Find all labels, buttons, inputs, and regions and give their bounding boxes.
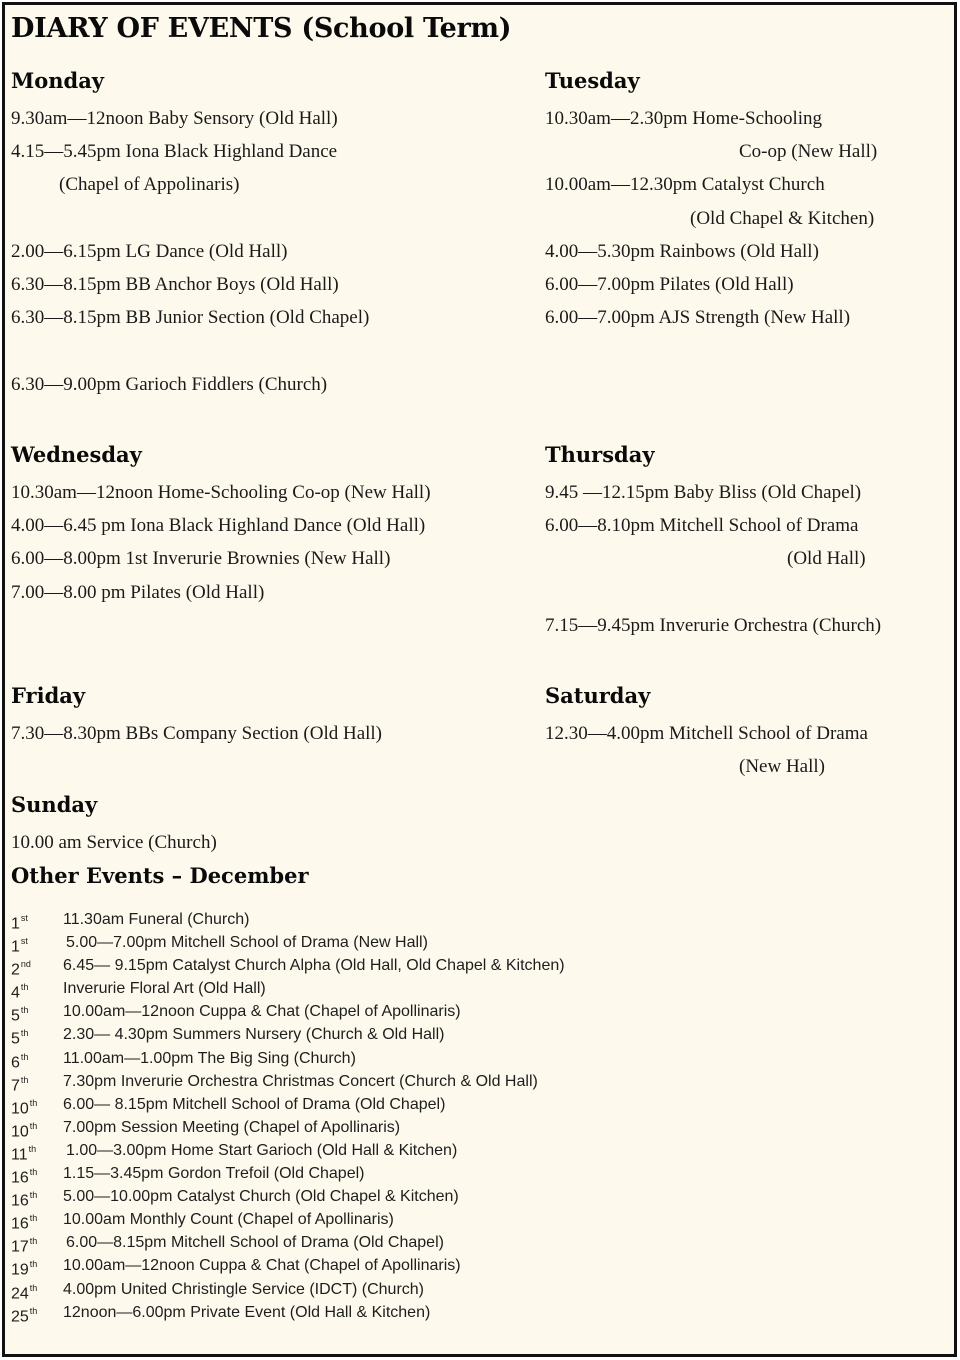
event-line: 4.15—5.45pm Iona Black Highland Dance bbox=[11, 141, 338, 163]
day-section-friday bbox=[11, 681, 431, 750]
date-suffix: st bbox=[20, 913, 28, 923]
event-date bbox=[11, 1301, 59, 1328]
date-suffix: th bbox=[29, 1305, 38, 1316]
date-suffix: th bbox=[28, 1143, 37, 1154]
day-heading-sunday: Sunday bbox=[11, 792, 98, 817]
event-description: 4.00pm United Christingle Service (IDCT) (Church) bbox=[63, 1280, 424, 1298]
event-line: 6.30—8.15pm BB Junior Section (Old Chapel) bbox=[11, 307, 370, 329]
event-description: 1.15—3.45pm Gordon Trefoil (Old Chapel) bbox=[63, 1165, 365, 1183]
list-item bbox=[11, 1093, 711, 1116]
date-suffix: th bbox=[29, 1282, 38, 1293]
list-item bbox=[11, 1208, 711, 1231]
event-line: 4.00—6.45 pm Iona Black Highland Dance (Old Hall) bbox=[11, 515, 426, 537]
date-suffix: th bbox=[20, 1028, 29, 1039]
event-description: 6.45— 9.15pm Catalyst Church Alpha (Old Hall, Old Chapel & Kitchen) bbox=[63, 957, 565, 975]
event-description: 1.00—3.00pm Home Start Garioch (Old Hall & Kitchen) bbox=[66, 1141, 458, 1159]
day-section-sunday bbox=[11, 790, 431, 859]
date-suffix: th bbox=[29, 1120, 38, 1131]
event-description: 5.00—7.00pm Mitchell School of Drama (New Hall) bbox=[66, 934, 428, 952]
day-section-wednesday bbox=[11, 440, 431, 609]
event-line: 6.00—8.10pm Mitchell School of Drama bbox=[545, 515, 859, 537]
event-line: 4.00—5.30pm Rainbows (Old Hall) bbox=[545, 240, 819, 262]
event-description: 7.00pm Session Meeting (Chapel of Apollinaris) bbox=[63, 1118, 401, 1136]
event-line: 10.00am—12.30pm Catalyst Church bbox=[545, 174, 825, 196]
date-suffix: th bbox=[20, 1051, 29, 1062]
list-item bbox=[11, 1070, 711, 1093]
day-section-tuesday bbox=[545, 66, 960, 334]
list-item bbox=[11, 1162, 711, 1185]
date-day: 16 bbox=[11, 1215, 29, 1233]
date-suffix: st bbox=[20, 936, 28, 947]
event-description: 5.00—10.00pm Catalyst Church (Old Chapel & Kitchen) bbox=[63, 1188, 459, 1206]
blank-line bbox=[11, 334, 431, 367]
date-day: 16 bbox=[11, 1192, 29, 1210]
list-item bbox=[11, 1231, 711, 1254]
date-day: 5 bbox=[11, 1007, 20, 1025]
event-line: 12.30—4.00pm Mitchell School of Drama bbox=[545, 723, 868, 744]
day-heading-thursday: Thursday bbox=[545, 442, 655, 467]
date-suffix: th bbox=[29, 1259, 38, 1270]
day-section-saturday bbox=[545, 681, 960, 783]
blank-line bbox=[545, 576, 960, 609]
event-description: 11.30am Funeral (Church) bbox=[63, 911, 250, 928]
date-suffix: th bbox=[20, 1074, 29, 1085]
event-line: 7.15—9.45pm Inverurie Orchestra (Church) bbox=[545, 614, 882, 636]
event-description: Inverurie Floral Art (Old Hall) bbox=[63, 980, 266, 998]
event-line: 9.30am—12noon Baby Sensory (Old Hall) bbox=[11, 108, 338, 129]
date-suffix: th bbox=[29, 1213, 38, 1224]
event-description: 10.00am Monthly Count (Chapel of Apollinaris) bbox=[63, 1211, 394, 1229]
list-item bbox=[11, 1185, 711, 1208]
list-item bbox=[11, 931, 711, 954]
list-item bbox=[11, 1278, 711, 1301]
event-line: 10.30am—12noon Home-Schooling Co-op (New Hall) bbox=[11, 482, 431, 503]
event-description: 7.30pm Inverurie Orchestra Christmas Concert (Church & Old Hall) bbox=[63, 1072, 538, 1090]
date-day: 1 bbox=[11, 938, 20, 956]
date-day: 19 bbox=[11, 1261, 29, 1279]
list-item bbox=[11, 1047, 711, 1070]
day-section-thursday bbox=[545, 440, 960, 642]
event-line: 6.00—7.00pm Pilates (Old Hall) bbox=[545, 273, 794, 295]
event-line: 6.30—8.15pm BB Anchor Boys (Old Hall) bbox=[11, 273, 339, 295]
day-heading-tuesday: Tuesday bbox=[545, 68, 640, 93]
december-events-list bbox=[11, 908, 711, 1324]
event-description: 10.00am—12noon Cuppa & Chat (Chapel of Apollinaris) bbox=[63, 1003, 461, 1021]
event-line-continuation: Co-op (New Hall) bbox=[739, 141, 878, 163]
date-day: 25 bbox=[11, 1307, 29, 1325]
event-line: 6.00—7.00pm AJS Strength (New Hall) bbox=[545, 307, 851, 329]
date-day: 1 bbox=[11, 915, 20, 933]
date-suffix: th bbox=[20, 1005, 29, 1016]
date-suffix: th bbox=[29, 1190, 38, 1201]
date-suffix: th bbox=[20, 982, 29, 993]
event-line-continuation: (Old Chapel & Kitchen) bbox=[690, 207, 875, 229]
list-item bbox=[11, 1301, 711, 1324]
event-line: 9.45 —12.15pm Baby Bliss (Old Chapel) bbox=[545, 482, 862, 503]
event-line: 10.00 am Service (Church) bbox=[11, 832, 217, 853]
page-title: DIARY OF EVENTS (School Term) bbox=[11, 13, 512, 44]
date-suffix: th bbox=[29, 1236, 38, 1247]
date-suffix: th bbox=[29, 1167, 38, 1178]
date-day: 11 bbox=[11, 1146, 28, 1164]
event-line-continuation: (Chapel of Appolinaris) bbox=[59, 174, 240, 196]
date-suffix: th bbox=[29, 1097, 38, 1108]
list-item bbox=[11, 1139, 711, 1162]
event-line: 6.30—9.00pm Garioch Fiddlers (Church) bbox=[11, 373, 328, 395]
list-item bbox=[11, 1000, 711, 1023]
event-line: 7.00—8.00 pm Pilates (Old Hall) bbox=[11, 581, 265, 603]
date-day: 10 bbox=[11, 1100, 29, 1118]
event-description: 2.30— 4.30pm Summers Nursery (Church & Old Hall) bbox=[63, 1026, 445, 1044]
date-day: 24 bbox=[11, 1284, 29, 1302]
date-day: 17 bbox=[11, 1238, 29, 1256]
event-description: 12noon—6.00pm Private Event (Old Hall & Kitchen) bbox=[63, 1303, 431, 1321]
list-item bbox=[11, 908, 711, 931]
date-day: 5 bbox=[11, 1030, 20, 1048]
list-item bbox=[11, 954, 711, 977]
event-line-continuation: (New Hall) bbox=[739, 756, 825, 778]
event-line: 6.00—8.00pm 1st Inverurie Brownies (New Hall) bbox=[11, 548, 391, 570]
date-suffix: nd bbox=[20, 959, 31, 970]
date-day: 7 bbox=[11, 1076, 20, 1094]
list-item bbox=[11, 1116, 711, 1139]
date-day: 16 bbox=[11, 1169, 29, 1187]
date-day: 2 bbox=[11, 961, 20, 979]
event-description: 10.00am—12noon Cuppa & Chat (Chapel of Apollinaris) bbox=[63, 1257, 461, 1275]
event-description: 11.00am—1.00pm The Big Sing (Church) bbox=[63, 1049, 356, 1067]
other-events-heading: Other Events – December bbox=[11, 863, 309, 888]
day-heading-monday: Monday bbox=[11, 68, 105, 93]
diary-page bbox=[2, 2, 957, 1357]
list-item bbox=[11, 977, 711, 1000]
event-line-continuation: (Old Hall) bbox=[787, 548, 866, 570]
list-item bbox=[11, 1254, 711, 1277]
event-description: 6.00—8.15pm Mitchell School of Drama (Old Chapel) bbox=[66, 1234, 444, 1252]
blank-line bbox=[11, 202, 431, 235]
event-line: 10.30am—2.30pm Home-Schooling bbox=[545, 108, 823, 129]
day-heading-wednesday: Wednesday bbox=[11, 442, 142, 467]
list-item bbox=[11, 1023, 711, 1046]
event-description: 6.00— 8.15pm Mitchell School of Drama (Old Chapel) bbox=[63, 1095, 446, 1113]
date-day: 10 bbox=[11, 1123, 29, 1141]
day-heading-friday: Friday bbox=[11, 683, 86, 708]
day-heading-saturday: Saturday bbox=[545, 683, 651, 708]
date-day: 4 bbox=[11, 984, 20, 1002]
event-line: 2.00—6.15pm LG Dance (Old Hall) bbox=[11, 240, 288, 262]
date-day: 6 bbox=[11, 1053, 20, 1071]
day-section-monday bbox=[11, 66, 431, 401]
event-line: 7.30—8.30pm BBs Company Section (Old Hall) bbox=[11, 723, 383, 744]
